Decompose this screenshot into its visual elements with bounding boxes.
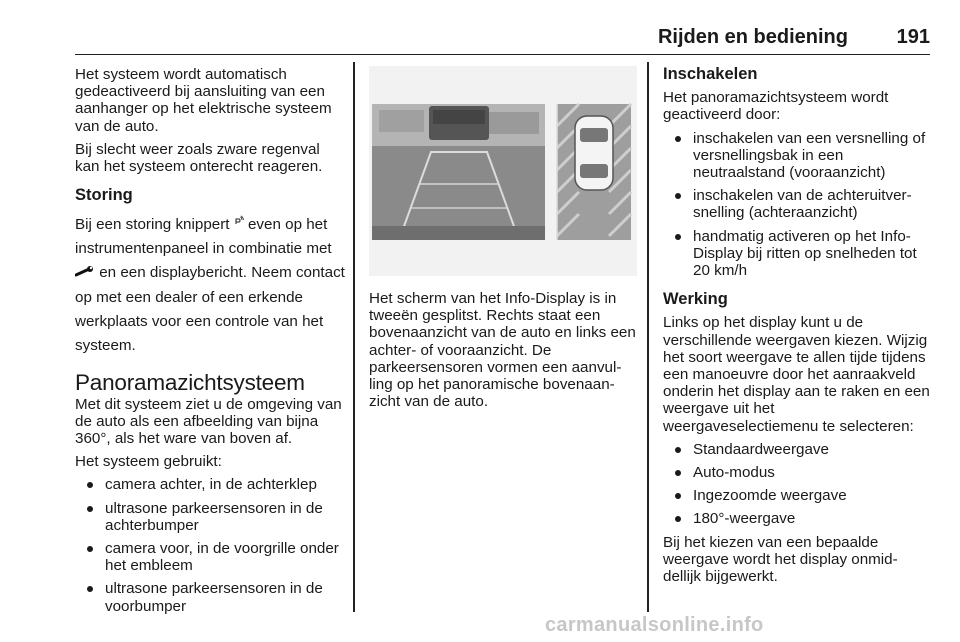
- left-column: [75, 66, 345, 621]
- paragraph-storing: Bij een storing knippert even op het instrumentenpaneel in combinatie met en een displaybericht. Neem contact op met een dealer of een erkende werkplaats voor een controle van het systeem.: [75, 210, 345, 358]
- bullet-icon: [87, 482, 93, 488]
- car-top-icon: [575, 116, 613, 190]
- bullet-icon: [675, 493, 681, 499]
- activation-list: [663, 130, 931, 280]
- paragraph: Bij het kiezen van een bepaalde weergave wordt het display onmid-dellijk bijgewerkt.: [663, 533, 898, 586]
- paragraph: Het panoramazichtsysteem wordt geactiveerd door:: [663, 89, 889, 124]
- column-divider: [353, 62, 355, 612]
- right-column: [663, 66, 931, 591]
- list-item: camera achter, in de achterklep: [75, 476, 345, 493]
- uses-list: [75, 476, 345, 614]
- paragraph: Het systeem wordt automatisch gedeactiveerd bij aansluiting van een aanhanger op het elektrische systeem van de auto.: [75, 66, 332, 135]
- bullet-icon: [675, 470, 681, 476]
- list-item: inschakelen van de achteruitver-snelling (achteraanzicht): [663, 187, 931, 221]
- parking-sensor-icon: [234, 210, 244, 234]
- paragraph: Met dit systeem ziet u de omgeving van de auto als een afbeelding van bijna 360°, als het ware van boven af.: [75, 395, 342, 448]
- heading-inschakelen: Inschakelen: [663, 65, 758, 83]
- bullet-icon: [675, 193, 681, 199]
- bullet-icon: [675, 136, 681, 142]
- bullet-icon: [87, 586, 93, 592]
- wrench-icon: [75, 262, 95, 286]
- column-divider: [647, 62, 649, 612]
- heading-werking: Werking: [663, 290, 728, 309]
- panorama-display-illustration: [369, 66, 637, 276]
- list-item: Ingezoomde weergave: [663, 487, 931, 504]
- bullet-icon: [675, 516, 681, 522]
- list-item: Standaardweergave: [663, 441, 931, 458]
- views-list: [663, 441, 931, 528]
- list-item: ultrasone parkeersensoren in de voorbumper: [75, 580, 345, 614]
- chapter-title: Rijden en bediening: [657, 26, 848, 48]
- page-header: [75, 26, 930, 55]
- list-item: ultrasone parkeersensoren in de achterbumper: [75, 500, 345, 534]
- bullet-icon: [87, 506, 93, 512]
- bullet-icon: [87, 546, 93, 552]
- figure-caption: Het scherm van het Info-Display is in tweeën gesplitst. Rechts staat een bovenaanzicht van de auto en links een achter- of vooraanzicht. De parkeersensoren vormen een aanvul-ling op het panoramische bovenaan-zicht van de auto.: [369, 290, 636, 411]
- paragraph: Bij slecht weer zoals zware regenval kan het systeem onterecht reageren.: [75, 140, 323, 176]
- list-item: handmatig activeren op het Info-Display bij ritten op snelheden tot 20 km/h: [663, 228, 931, 280]
- heading-storing: Storing: [75, 186, 133, 205]
- paragraph: Het systeem gebruikt:: [75, 453, 222, 471]
- paragraph: Links op het display kunt u de verschillende weergaven kiezen. Wijzig het soort weergave te allen tijde tijdens een manoeuvre door het aanraakveld onderin het display aan te raken en een weergave uit het weergaveselectiemenu te selecteren:: [663, 314, 930, 435]
- bullet-icon: [675, 234, 681, 240]
- list-item: camera voor, in de voorgrille onder het embleem: [75, 540, 345, 574]
- middle-column: [369, 66, 637, 416]
- watermark: carmanualsonline.info: [545, 614, 764, 636]
- list-item: inschakelen van een versnelling of versnellingsbak in een neutraalstand (vooraanzicht): [663, 130, 931, 182]
- page-number: 191: [896, 26, 930, 48]
- list-item: Auto-modus: [663, 464, 931, 481]
- list-item: 180°-weergave: [663, 510, 931, 527]
- section-heading: Panoramazichtsysteem: [75, 370, 305, 396]
- bullet-icon: [675, 447, 681, 453]
